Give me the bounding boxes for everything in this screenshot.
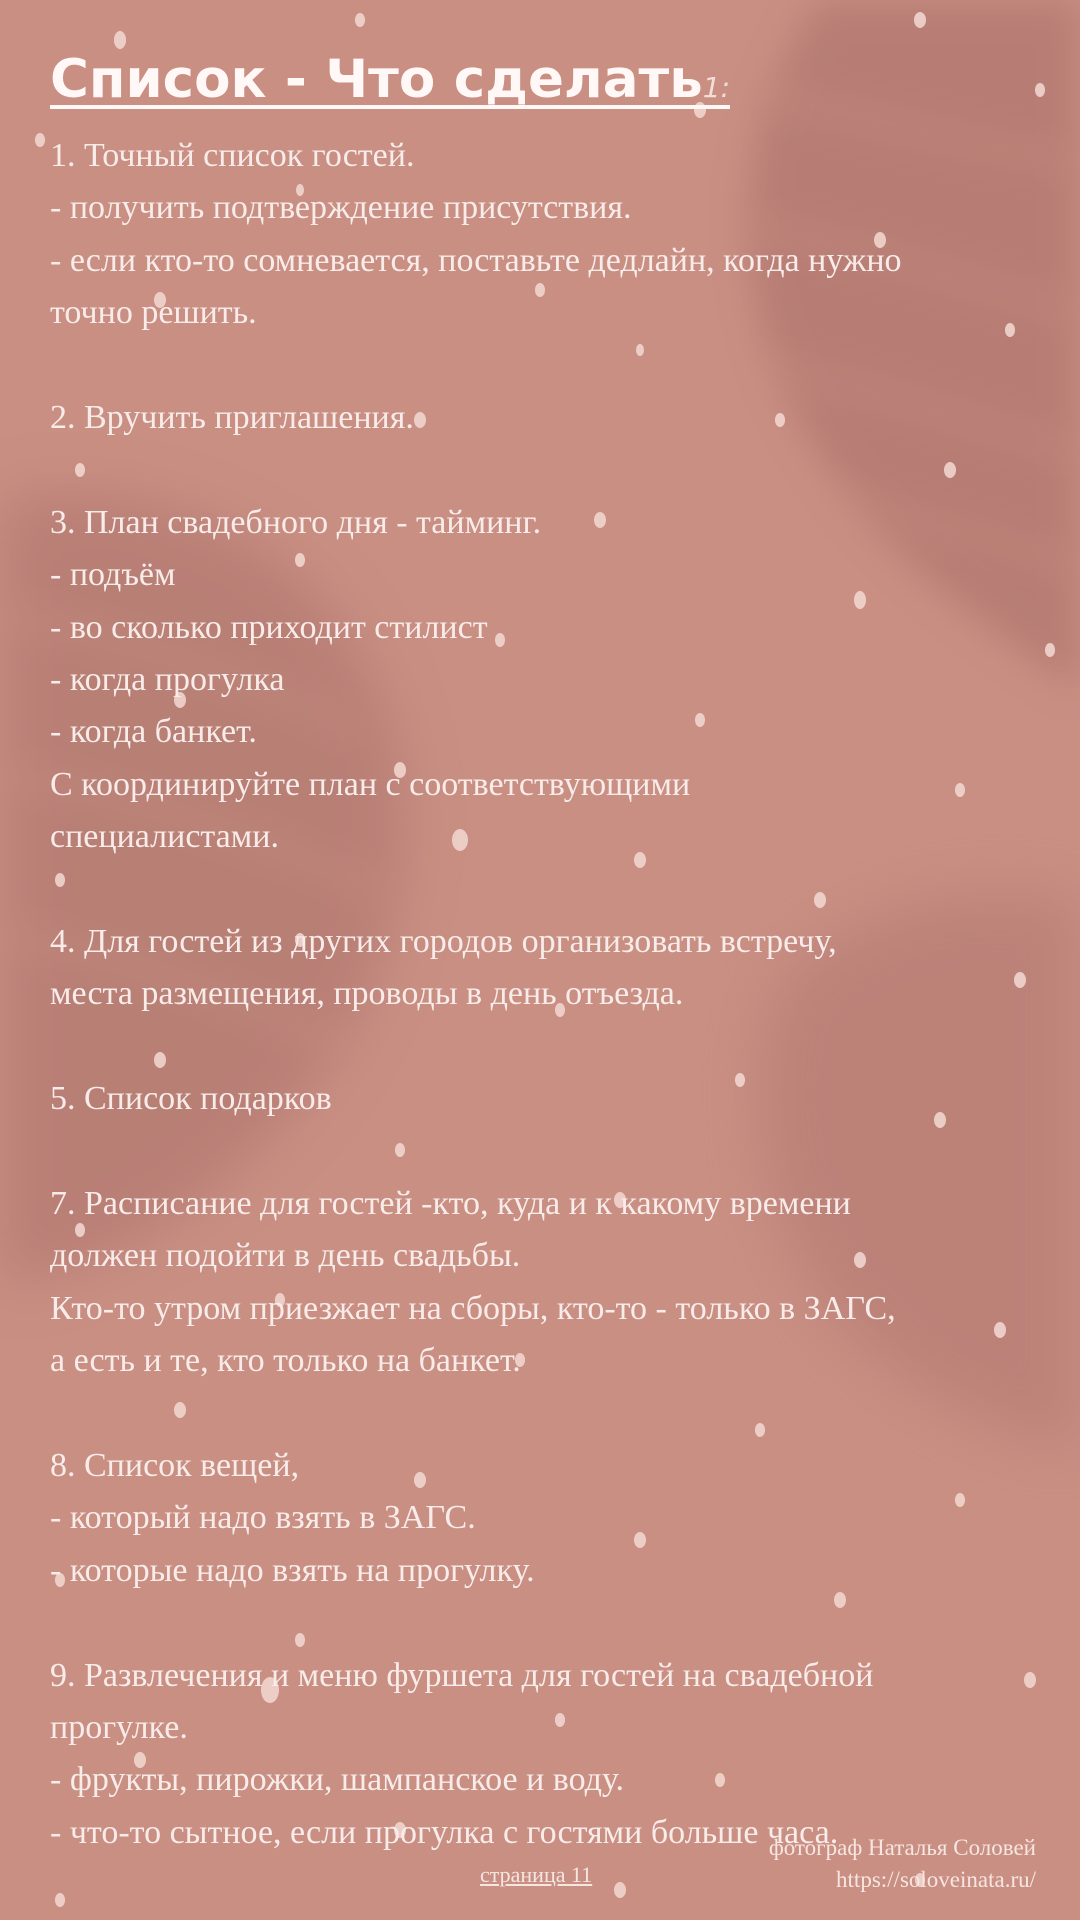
checklist-line: места размещения, проводы в день отъезда. [50, 975, 684, 1013]
checklist-line: а есть и те, кто только на банкет. [50, 1342, 521, 1380]
checklist-line: должен подойти в день свадьбы. [50, 1237, 521, 1275]
checklist-line: 5. Список подарков [50, 1080, 332, 1118]
checklist-line: - когда банкет. [50, 713, 257, 751]
checklist-line: 8. Список вещей, [50, 1447, 300, 1485]
checklist-line: - если кто-то сомневается, поставьте дедлайн, когда нужно [50, 241, 902, 279]
checklist-line [50, 340, 1040, 392]
page-number: страница 11 [480, 1862, 593, 1887]
checklist-line: Кто-то утром приезжает на сборы, кто-то - только в ЗАГС, [50, 1289, 896, 1327]
checklist-line: специалистами. [50, 818, 279, 856]
checklist-line: - получить подтверждение присутствия. [50, 189, 632, 227]
checklist-line: 9. Развлечения и меню фуршета для гостей на свадебной [50, 1656, 874, 1694]
checklist-line [50, 1126, 1040, 1178]
checklist-line: 1. Точный список гостей. [50, 137, 415, 174]
checklist-line: - когда прогулка [50, 661, 285, 699]
page-title-tail: 1: [702, 71, 730, 104]
checklist-line: точно решить. [50, 294, 257, 332]
checklist-lines [50, 130, 1040, 1859]
checklist-line: - который надо взять в ЗАГС. [50, 1499, 476, 1537]
checklist-line: прогулке. [50, 1709, 188, 1747]
checklist-line [50, 444, 1040, 496]
checklist-line [50, 1597, 1040, 1649]
checklist-line: 4. Для гостей из других городов организовать встречу, [50, 923, 837, 961]
checklist-line: - подъём [50, 556, 176, 594]
checklist-line [50, 1388, 1040, 1440]
checklist-content [50, 40, 1040, 1859]
checklist-line: 7. Расписание для гостей -кто, куда и к какому времени [50, 1185, 851, 1223]
checklist-line: - фрукты, пирожки, шампанское и воду. [50, 1761, 625, 1799]
checklist-line: 2. Вручить приглашения. [50, 399, 414, 437]
checklist-line: 3. План свадебного дня - тайминг. [50, 503, 542, 541]
page-title-text: Список - Что сделать [50, 49, 703, 110]
photographer-url[interactable]: https://soloveinata.ru/ [836, 1867, 1036, 1892]
page-title [50, 40, 1040, 128]
checklist-line [50, 1021, 1040, 1073]
checklist-line [50, 864, 1040, 916]
photographer-credit [769, 1832, 1036, 1896]
photographer-name: фотограф Наталья Соловей [768, 1835, 1036, 1860]
checklist-line: С координируйте план с соответствующими [50, 765, 691, 803]
checklist-line: - во сколько приходит стилист [50, 608, 488, 646]
checklist-line: - что-то сытное, если прогулка с гостями больше часа. [50, 1813, 839, 1851]
checklist-line: - которые надо взять на прогулку. [50, 1551, 535, 1589]
